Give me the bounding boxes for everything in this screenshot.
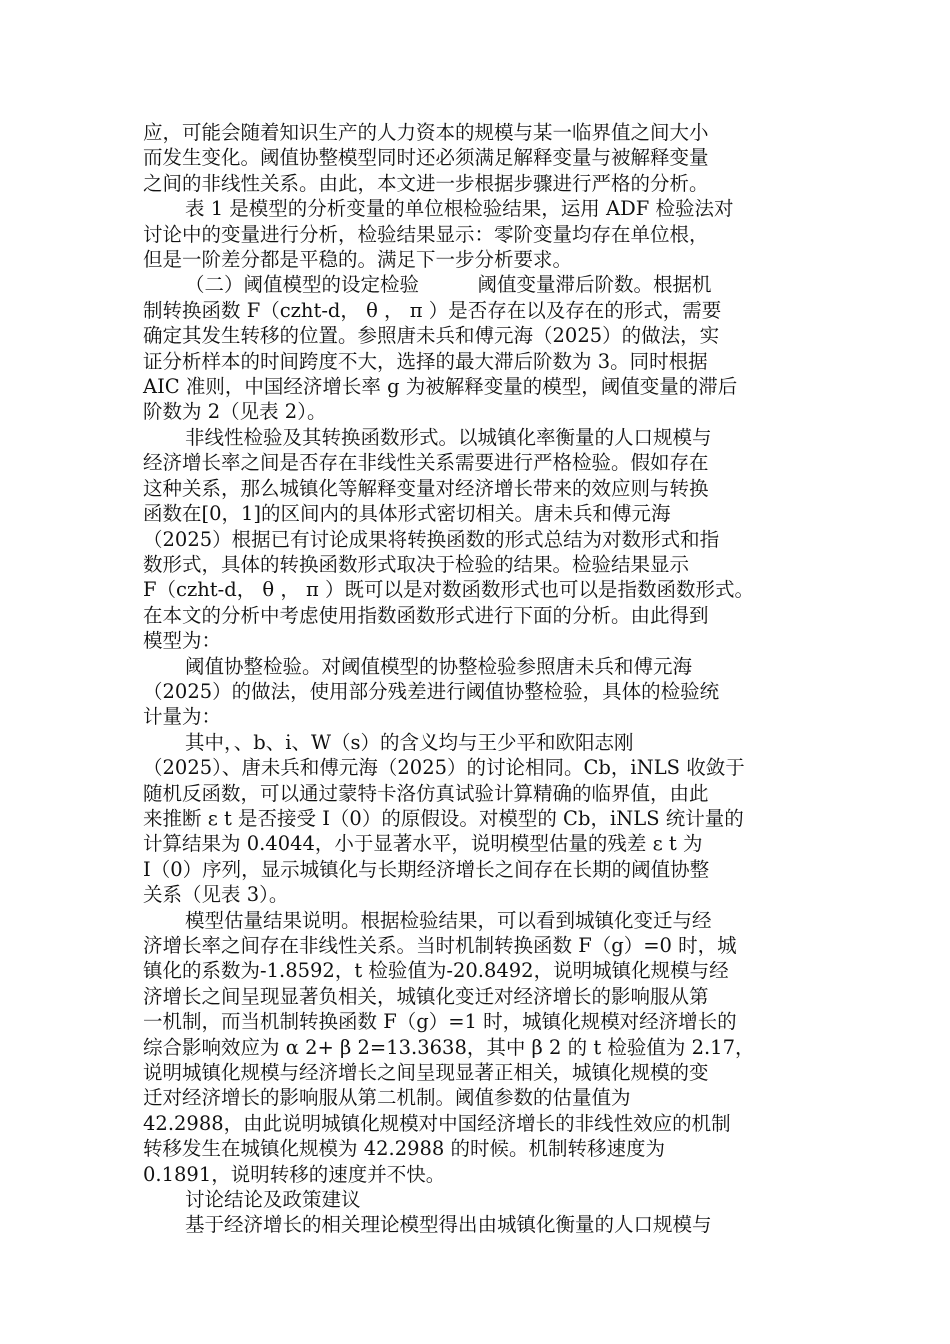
text-line: F（czht-d， θ ， π ）既可以是对数函数形式也可以是指数函数形式。 <box>143 578 755 602</box>
text-line: 模型估量结果说明。根据检验结果，可以看到城镇化变迁与经 <box>185 908 712 932</box>
text-line: 镇化的系数为-1.8592，t 检验值为-20.8492，说明城镇化规模与经 <box>143 959 729 983</box>
text-line: （二）阈值模型的设定检验 阈值变量滞后阶数。根据机 <box>185 273 712 297</box>
text-line: 证分析样本的时间跨度不大，选择的最大滞后阶数为 3。同时根据 <box>143 349 708 373</box>
text-line: （2025）根据已有讨论成果将转换函数的形式总结为对数形式和指 <box>143 527 720 551</box>
text-line: 一机制，而当机制转换函数 F（g）=1 时，城镇化规模对经济增长的 <box>143 1010 737 1034</box>
text-line: 来推断 ε t 是否接受 I（0）的原假设。对模型的 Cb，iNLS 统计量的 <box>143 806 744 830</box>
text-line: 讨论中的变量进行分析，检验结果显示：零阶变量均存在单位根， <box>143 222 709 246</box>
text-line: 关系（见表 3）。 <box>143 883 289 907</box>
text-line: 迁对经济增长的影响服从第二机制。阈值参数的估量值为 <box>143 1086 631 1110</box>
text-line: （2025）的做法，使用部分残差进行阈值协整检验，具体的检验统 <box>143 679 720 703</box>
text-line: 计算结果为 0.4044，小于显著水平，说明模型估量的残差 ε t 为 <box>143 832 703 856</box>
text-line: 非线性检验及其转换函数形式。以城镇化率衡量的人口规模与 <box>185 425 712 449</box>
text-line: 转移发生在城镇化规模为 42.2988 的时候。机制转移速度为 <box>143 1137 666 1161</box>
text-line: 在本文的分析中考虑使用指数函数形式进行下面的分析。由此得到 <box>143 603 709 627</box>
text-line: 应，可能会随着知识生产的人力资本的规模与某一临界值之间大小 <box>143 121 709 144</box>
text-line: 讨论结论及政策建议 <box>185 1188 361 1212</box>
text-line: 阈值协整检验。对阈值模型的协整检验参照唐未兵和傅元海 <box>185 654 693 678</box>
text-line: （2025）、唐未兵和傅元海（2025）的讨论相同。Cb，iNLS 收敛于 <box>143 756 745 780</box>
text-line: 济增长率之间存在非线性关系。当时机制转换函数 F（g）=0 时，城 <box>143 934 737 957</box>
text-line: 模型为： <box>143 629 222 653</box>
text-line: 制转换函数 F（czht-d， θ ， π ）是否存在以及存在的形式，需要 <box>143 298 722 322</box>
text-line: 但是一阶差分都是平稳的。满足下一步分析要求。 <box>143 248 573 272</box>
text-line: 说明城镇化规模与经济增长之间呈现显著正相关，城镇化规模的变 <box>143 1061 709 1085</box>
text-line: 表 1 是模型的分析变量的单位根检验结果，运用 ADF 检验法对 <box>185 197 734 221</box>
text-line: 42.2988，由此说明城镇化规模对中国经济增长的非线性效应的机制 <box>143 1111 731 1135</box>
document-body <box>143 120 823 1238</box>
text-line: 综合影响效应为 α 2+ β 2=13.3638，其中 β 2 的 t 检验值为 2.17， <box>143 1035 755 1059</box>
text-line: I（0）序列，显示城镇化与长期经济增长之间存在长期的阈值协整 <box>143 857 710 881</box>
text-line: 基于经济增长的相关理论模型得出由城镇化衡量的人口规模与 <box>185 1213 712 1237</box>
text-line: 计量为： <box>143 705 222 729</box>
text-line: 数形式，具体的转换函数形式取决于检验的结果。检验结果显示 <box>143 552 690 576</box>
text-line: 0.1891，说明转移的速度并不快。 <box>143 1162 446 1186</box>
text-line: AIC 准则，中国经济增长率 g 为被解释变量的模型，阈值变量的滞后 <box>143 375 738 399</box>
text-line: 其中，、b、i、W（s）的含义均与王少平和欧阳志刚 <box>185 730 634 754</box>
text-line: 随机反函数，可以通过蒙特卡洛仿真试验计算精确的临界值，由此 <box>143 781 709 805</box>
text-line: 阶数为 2（见表 2）。 <box>143 400 327 424</box>
text-line: 函数在[0，1]的区间内的具体形式密切相关。唐未兵和傅元海 <box>143 502 671 526</box>
text-line: 这种关系，那么城镇化等解释变量对经济增长带来的效应则与转换 <box>143 476 709 500</box>
text-line: 之间的非线性关系。由此，本文进一步根据步骤进行严格的分析。 <box>143 171 709 195</box>
text-line: 经济增长率之间是否存在非线性关系需要进行严格检验。假如存在 <box>143 451 709 475</box>
text-line: 济增长之间呈现显著负相关，城镇化变迁对经济增长的影响服从第 <box>143 984 709 1008</box>
text-line: 而发生变化。阈值协整模型同时还必须满足解释变量与被解释变量 <box>143 146 709 170</box>
text-line: 确定其发生转移的位置。参照唐未兵和傅元海（2025）的做法，实 <box>143 324 720 348</box>
